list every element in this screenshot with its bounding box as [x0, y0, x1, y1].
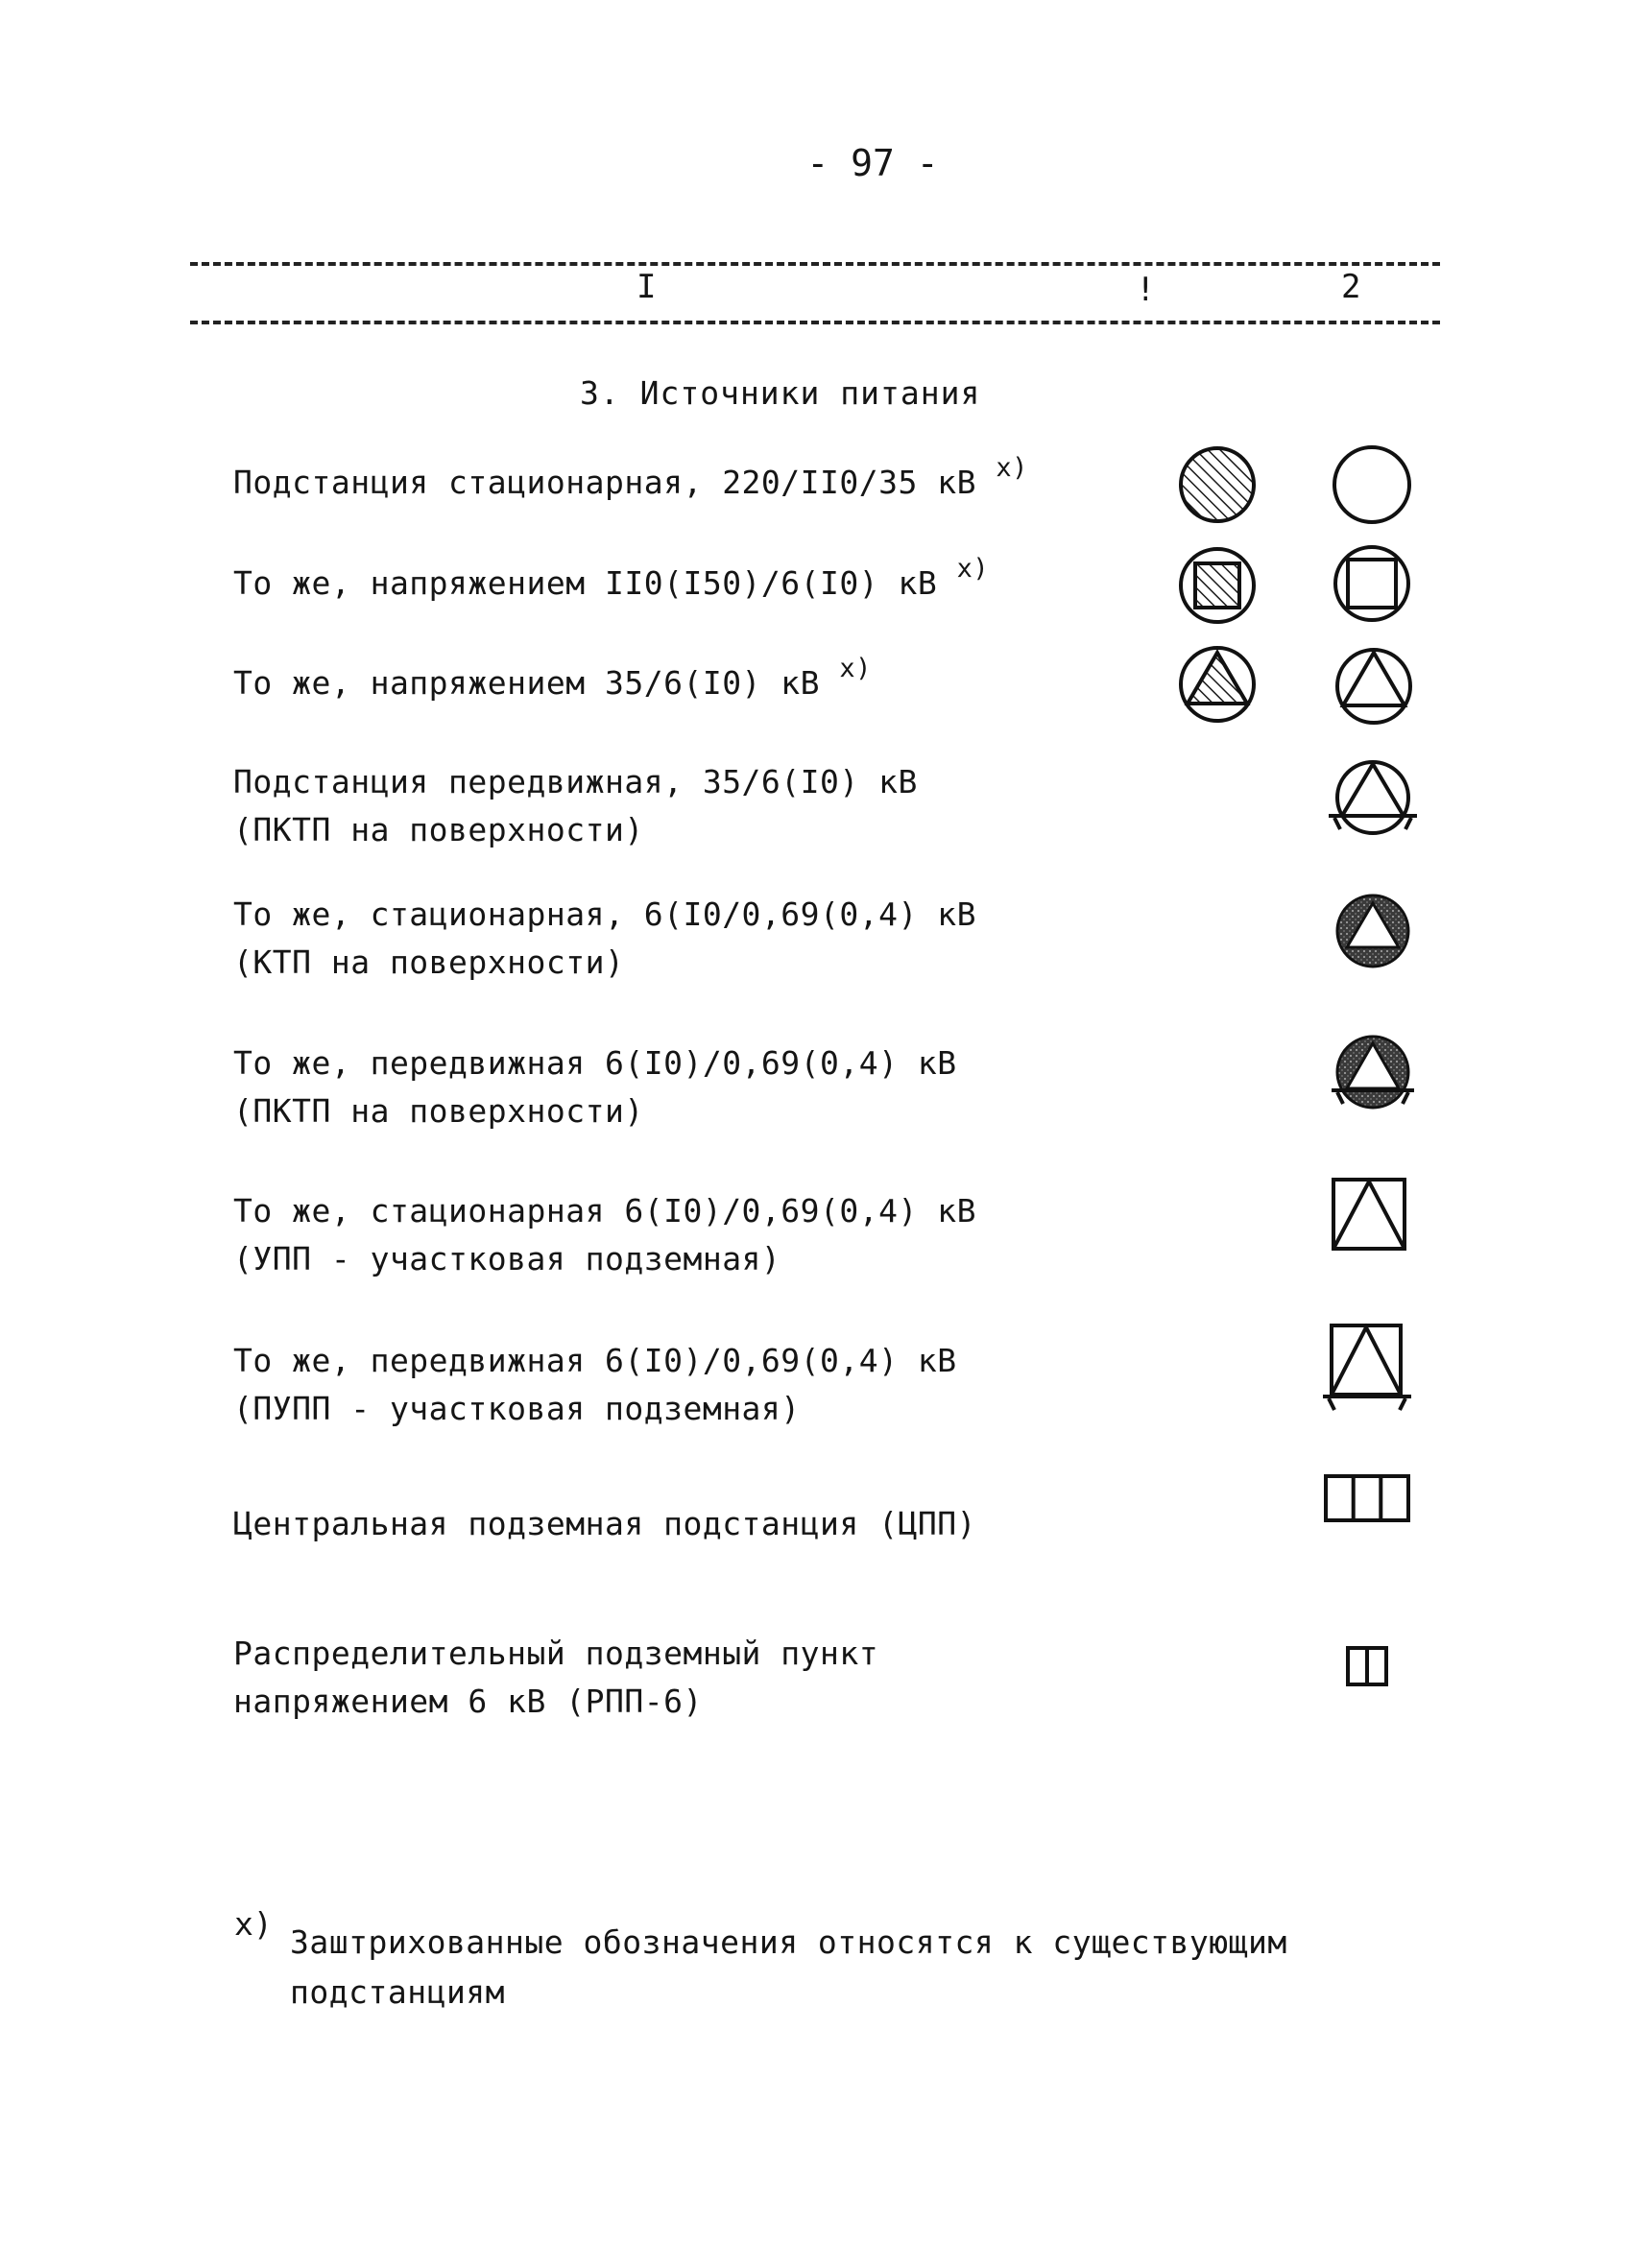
- row-9-line-1: Центральная подземная подстанция (ЦПП): [233, 1505, 976, 1542]
- footnote-line-1: Заштрихованные обозначения относятся к существующим: [290, 1923, 1287, 1961]
- footnote: [290, 1918, 1287, 2017]
- hatched-circle-square-icon: [1176, 544, 1259, 627]
- row-5-line-1: То же, стационарная, 6(I0/0,69(0,4) кВ: [233, 895, 976, 933]
- row-8-line-1: То же, передвижная 6(I0)/0,69(0,4) кВ: [233, 1342, 957, 1379]
- circle-square-icon: [1331, 542, 1413, 625]
- header-top-rule: [190, 262, 1440, 266]
- column-1-header: I: [636, 268, 657, 306]
- row-5-line-2: (КТП на поверхности): [233, 943, 625, 981]
- triple-rect-icon: [1323, 1473, 1411, 1523]
- row-1-footnote-mark: x): [996, 453, 1028, 483]
- footnote-mark: x): [234, 1905, 273, 1943]
- row-4-line-1: Подстанция передвижная, 35/6(I0) кВ: [233, 763, 918, 800]
- row-1-label: [233, 453, 1028, 507]
- row-7-line-1: То же, стационарная 6(I0)/0,69(0,4) кВ: [233, 1192, 976, 1229]
- square-triangle-icon: [1330, 1176, 1410, 1254]
- row-6-label: [233, 1039, 957, 1135]
- section-title: 3. Источники питания: [580, 374, 981, 412]
- page-number: - 97 -: [806, 142, 939, 184]
- row-2-label: [233, 554, 990, 608]
- filled-circle-triangle-icon: [1333, 892, 1412, 970]
- footnote-line-2: подстанциям: [290, 1973, 506, 2011]
- circle-triangle-icon: [1333, 645, 1415, 728]
- row-5-label: [233, 891, 976, 987]
- circle-icon: [1329, 442, 1415, 528]
- row-8-label: [233, 1337, 957, 1433]
- row-6-line-1: То же, передвижная 6(I0)/0,69(0,4) кВ: [233, 1044, 957, 1082]
- row-3-footnote-mark: x): [839, 654, 872, 683]
- row-3-text: То же, напряжением 35/6(I0) кВ: [233, 664, 821, 702]
- mobile-circle-triangle-icon: [1325, 756, 1421, 847]
- row-4-label: [233, 758, 918, 854]
- header-bottom-rule: [190, 321, 1440, 324]
- hatched-circle-triangle-icon: [1176, 643, 1259, 726]
- row-9-label: [233, 1500, 976, 1548]
- row-2-footnote-mark: x): [956, 554, 990, 584]
- row-3-label: [233, 654, 872, 707]
- row-8-line-2: (ПУПП - участковая подземная): [233, 1390, 801, 1427]
- square-triangle-mobile-icon: [1319, 1322, 1415, 1414]
- row-6-line-2: (ПКТП на поверхности): [233, 1092, 644, 1130]
- row-7-label: [233, 1187, 976, 1283]
- filled-circle-triangle-mobile-icon: [1326, 1031, 1420, 1121]
- double-rect-icon: [1345, 1645, 1389, 1687]
- row-1-text: Подстанция стационарная, 220/II0/35 кВ: [233, 464, 976, 501]
- row-2-text: То же, напряжением II0(I50)/6(I0) кВ: [233, 564, 938, 602]
- column-2-header: 2: [1341, 268, 1361, 306]
- column-separator: !: [1136, 271, 1156, 309]
- row-10-line-1: Распределительный подземный пункт: [233, 1635, 879, 1672]
- row-10-label: [233, 1630, 878, 1726]
- hatched-circle-icon: [1176, 443, 1259, 526]
- row-7-line-2: (УПП - участковая подземная): [233, 1240, 781, 1277]
- row-4-line-2: (ПКТП на поверхности): [233, 811, 644, 848]
- row-10-line-2: напряжением 6 кВ (РПП-6): [233, 1683, 703, 1720]
